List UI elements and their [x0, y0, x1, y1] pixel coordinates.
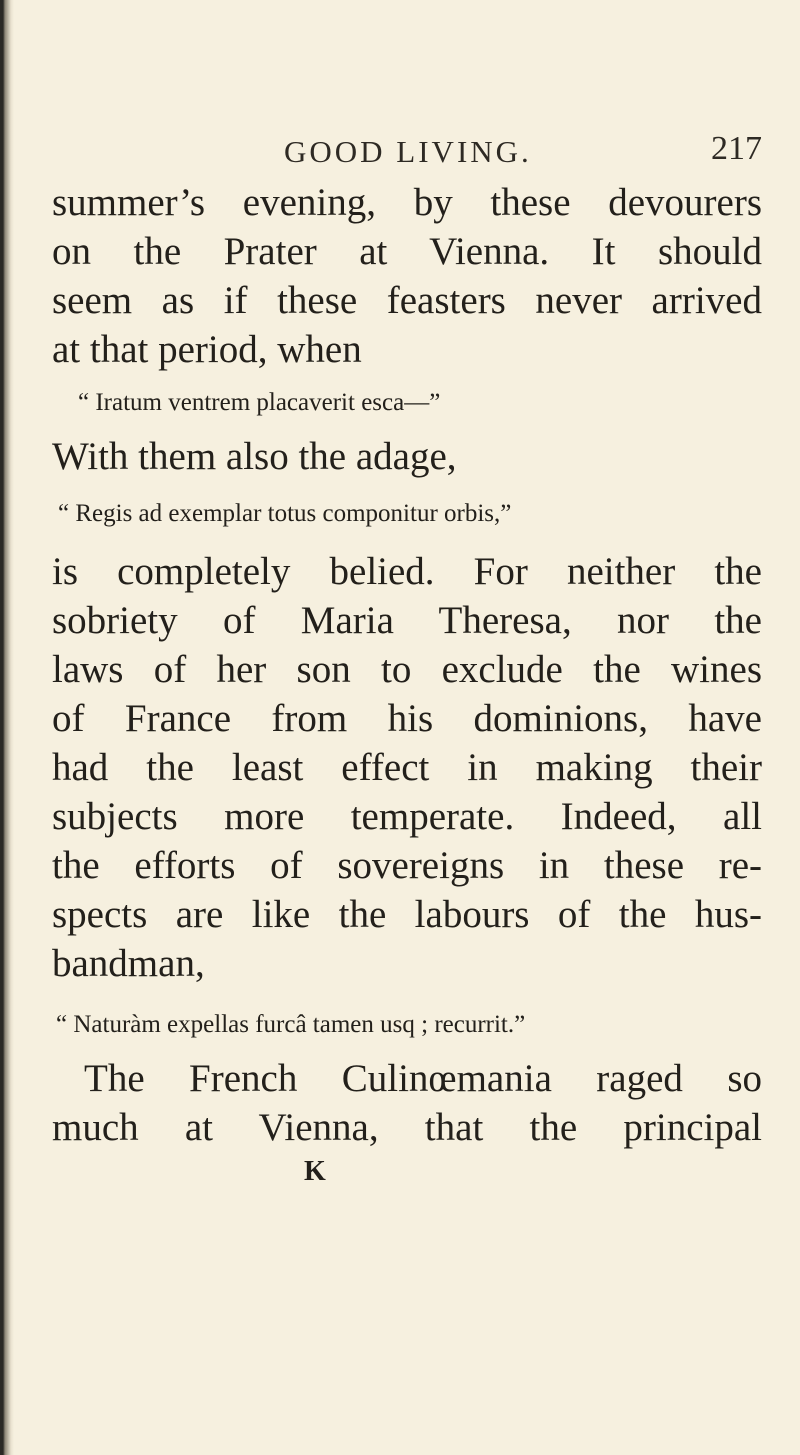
signature-mark: K — [304, 1156, 326, 1187]
latin-quote-3: “ Naturàm expellas furcâ tamen usq ; recurrit.” — [56, 1011, 526, 1038]
running-head: GOOD LIVING. — [284, 134, 532, 169]
latin-quote-1: “ Iratum ventrem placaverit esca—” — [78, 389, 441, 416]
latin-quote-2: “ Regis ad exemplar totus componitur orbis,” — [58, 500, 512, 527]
text-line: spects are like the labours of the hus- — [52, 893, 762, 936]
page-header — [52, 112, 762, 169]
paragraph-1 — [52, 178, 762, 374]
text-line: summer’s evening, by these devourers — [52, 181, 762, 224]
book-page — [52, 112, 762, 1188]
paragraph-2 — [52, 547, 762, 988]
text-line: sobriety of Maria Theresa, nor the — [52, 599, 762, 642]
text-line: much at Vienna, that the principal — [52, 1106, 762, 1149]
text-line: is completely belied. For neither the — [52, 550, 762, 593]
paragraph-3 — [52, 1054, 762, 1152]
text-line: laws of her son to exclude the wines — [52, 648, 762, 691]
text-line: had the least effect in making their — [52, 746, 762, 789]
text-line: bandman, — [52, 942, 205, 985]
text-line: seem as if these feasters never arrived — [52, 279, 762, 322]
page-number: 217 — [711, 130, 762, 167]
text-line: the efforts of sovereigns in these re- — [52, 844, 762, 887]
text-line: on the Prater at Vienna. It should — [52, 230, 762, 273]
text-line: With them also the adage, — [52, 435, 457, 478]
text-line: The French Culinœmania raged so — [84, 1057, 762, 1100]
binding-edge — [0, 0, 14, 1455]
text-line: subjects more temperate. Indeed, all — [52, 795, 762, 838]
text-line: at that period, when — [52, 328, 362, 371]
text-line: of France from his dominions, have — [52, 697, 762, 740]
